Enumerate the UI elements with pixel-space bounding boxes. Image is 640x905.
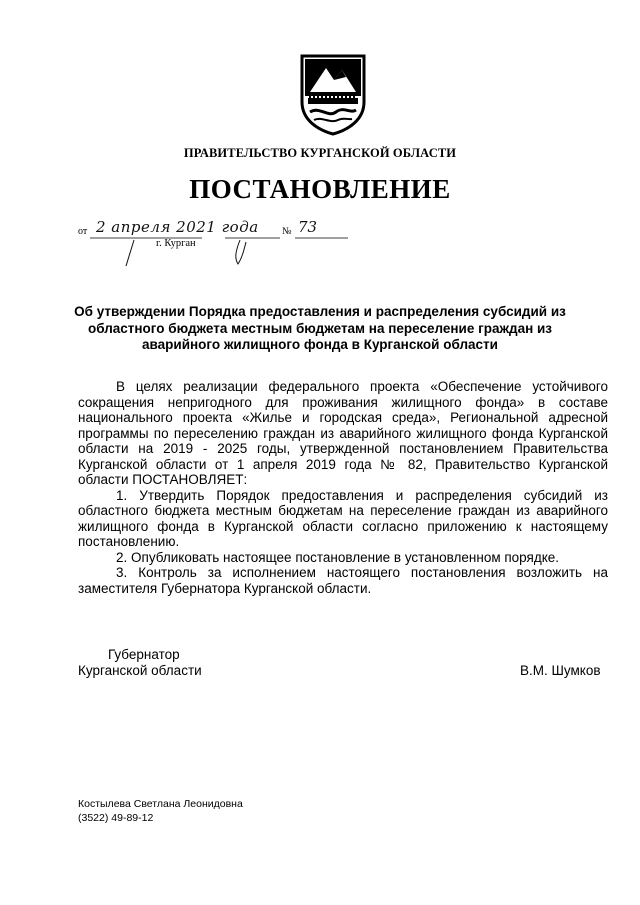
document-date: 2 апреля 2021 года	[96, 218, 259, 236]
clause-2: 2. Опубликовать настоящее постановление в установленном порядке.	[116, 549, 560, 565]
executor-name: Костылева Светлана Леонидовна	[78, 798, 243, 810]
signatory-position-line1: Губернатор	[108, 647, 180, 662]
document-number: 73	[298, 218, 318, 236]
signatory-name: В.М. Шумков	[520, 663, 601, 678]
date-line	[78, 218, 358, 268]
preamble-paragraph: В целях реализации федерального проекта «Обеспечение устойчивого сокращения непригодного для проживания жилищного фонда» в составе национального проекта «Жилье и городская среда», Региональной адресной программы по переселению граждан из аварийного жилищного фонда Курганской области на 2019 - 2025 годы, утвержденной постановлением Правительства Курганской области от 1 апреля 2019 года № 82, Правительство Курганской области ПОСТАНОВЛЯЕТ:	[78, 379, 608, 487]
city-label: г. Курган	[156, 238, 196, 249]
signatory-position-line2: Курганской области	[78, 663, 202, 678]
coat-of-arms-icon	[296, 52, 370, 136]
clause-1: 1. Утвердить Порядок предоставления и распределения субсидий из областного бюджета местным бюджетам на переселение граждан из аварийного жилищного фонда в Курганской области согласно приложению к настоящему постановлению.	[78, 487, 608, 549]
document-type: ПОСТАНОВЛЕНИЕ	[189, 174, 451, 204]
executor-phone: (3522) 49-89-12	[78, 812, 154, 824]
date-underline	[90, 236, 352, 268]
document-body	[78, 379, 608, 596]
signatory-position	[78, 647, 202, 679]
government-name: ПРАВИТЕЛЬСТВО КУРГАНСКОЙ ОБЛАСТИ	[183, 146, 457, 160]
number-label: №	[282, 226, 292, 237]
clause-3: 3. Контроль за исполнением настоящего постановления возложить на заместителя Губернатора Курганской области.	[78, 565, 608, 596]
date-from-label: от	[78, 226, 88, 237]
executor-info	[78, 797, 243, 825]
document-title: Об утверждении Порядка предоставления и распределения субсидий из областного бюджета местным бюджетам на переселение граждан из аварийного жилищного фонда в Курганской области	[74, 304, 566, 352]
